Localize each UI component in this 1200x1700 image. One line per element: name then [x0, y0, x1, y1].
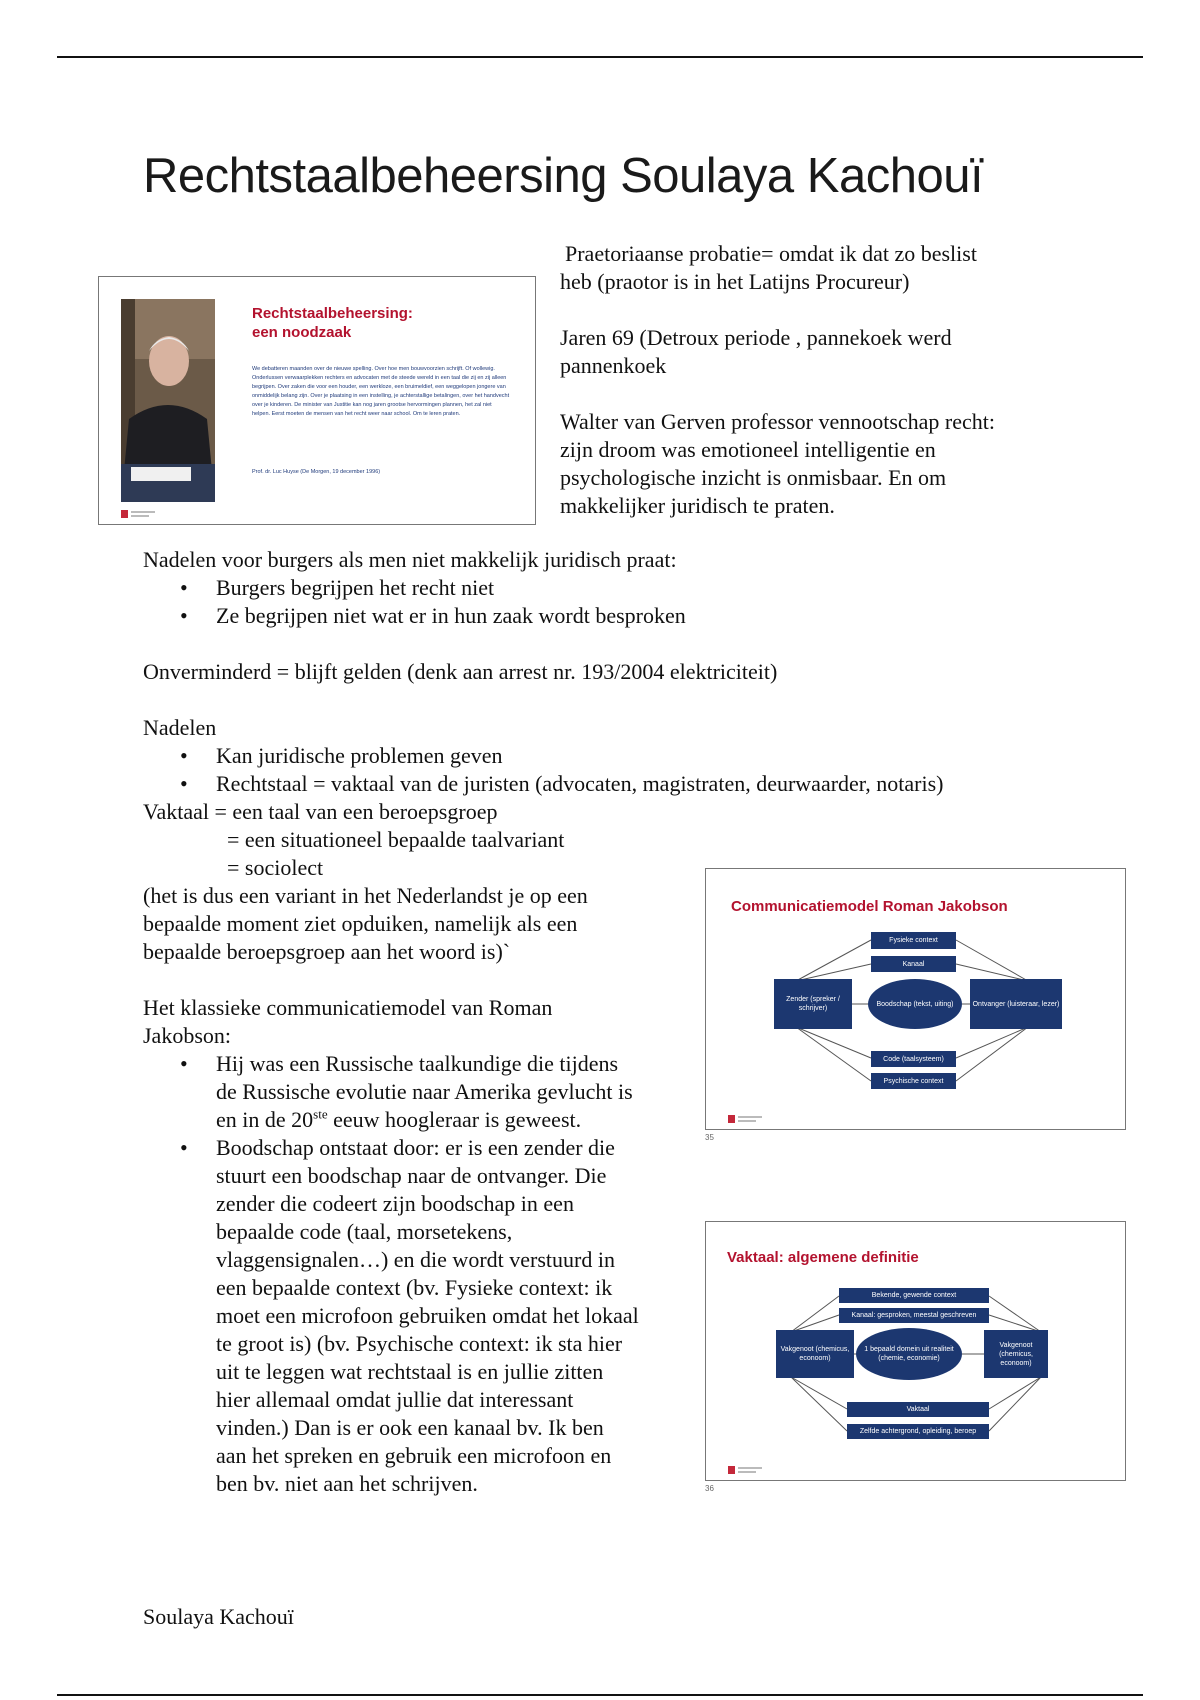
- intro-line-6: zijn droom was emotioneel intelligentie en: [560, 437, 936, 462]
- node-psychische-context: Psychische context: [871, 1073, 956, 1089]
- nadelen-burgers-list: [143, 574, 1043, 630]
- nadelen-burgers-heading: Nadelen voor burgers als men niet makkelijk juridisch praat:: [143, 547, 677, 572]
- node-domein: 1 bepaald domein uit realiteit (chemie, economie): [856, 1328, 962, 1380]
- slide-footer-logo: [121, 510, 157, 518]
- slide-title: Communicatiemodel Roman Jakobson: [731, 898, 1008, 915]
- node-vakgenoot-right: Vakgenoot (chemicus, econoom): [984, 1330, 1048, 1378]
- node-bekende-context: Bekende, gewende context: [839, 1288, 989, 1303]
- list-item: • Ze begrijpen niet wat er in hun zaak wordt besproken: [180, 603, 686, 628]
- list-item: • Hij was een Russische taalkundige die tijdens de Russische evolutie naar Amerika gevlucht is en in de 20ste eeuw hoogleraar is geweest.: [180, 1051, 633, 1132]
- nadelen-list: [143, 742, 1043, 798]
- portrait-photo: [121, 299, 215, 502]
- slide-vaktaal-definitie: [705, 1221, 1126, 1481]
- vaktaal-para-2: bepaalde moment ziet opduiken, namelijk als een: [143, 911, 578, 936]
- vaktaal-para-3: bepaalde beroepsgroep aan het woord is)`: [143, 939, 511, 964]
- list-item: • Kan juridische problemen geven: [180, 743, 503, 768]
- node-code: Code (taalsysteem): [871, 1051, 956, 1067]
- footer-author: Soulaya Kachouï: [143, 1604, 294, 1629]
- slide-quote-author: Prof. dr. Luc Huyse (De Morgen, 19 december 1996): [252, 469, 381, 475]
- intro-line-4: pannenkoek: [560, 353, 667, 378]
- node-boodschap: Boodschap (tekst, uiting): [868, 979, 962, 1029]
- node-fysieke-context: Fysieke context: [871, 932, 956, 949]
- slide-title: Vaktaal: algemene definitie: [727, 1249, 919, 1266]
- list-item: • Boodschap ontstaat door: er is een zender die stuurt een boodschap naar de ontvanger. Die zender die codeert zijn boodschap in een bepaalde code (taal, morsetekens, vlaggensignalen…) en die wordt verstuurd in een bepaalde context (bv. Fysieke context: ik moet een microfoon gebruiken omdat het lokaal te groot is) (bv. Psychische context: ik sta hier uit te leggen wat rechtstaal is en jullie zitten hier allemaal omdat jullie dat interessant vinden.) Dan is er ook een kanaal bv. Ik ben aan het spreken en gebruik een microfoon en ben bv. niet aan het schrijven.: [180, 1135, 639, 1496]
- slide-title-1: Rechtstaalbeheersing:: [252, 305, 413, 322]
- bottom-rule: [57, 1694, 1143, 1696]
- intro-line-3: Jaren 69 (Detroux periode , pannekoek werd: [560, 325, 952, 350]
- slide-title-2: een noodzaak: [252, 324, 352, 341]
- slide-footer-logo: [728, 1115, 764, 1123]
- node-vaktaal: Vaktaal: [847, 1402, 989, 1417]
- slide-footer-logo: [728, 1466, 764, 1474]
- model-heading-1: Het klassieke communicatiemodel van Roman: [143, 995, 553, 1020]
- page-title: Rechtstaalbeheersing Soulaya Kachouï: [143, 149, 984, 203]
- intro-line-7: psychologische inzicht is onmisbaar. En om: [560, 465, 947, 490]
- slide-rechtstaalbeheersing: [98, 276, 536, 525]
- onverminderd-line: Onverminderd = blijft gelden (denk aan arrest nr. 193/2004 elektriciteit): [143, 659, 778, 684]
- slide-communicatiemodel: [705, 868, 1126, 1130]
- list-item: • Burgers begrijpen het recht niet: [180, 575, 495, 600]
- node-vakgenoot-left: Vakgenoot (chemicus, econoom): [776, 1330, 854, 1378]
- slide-quote: We debatteren maanden over de nieuwe spelling. Over hoe men bouwvoorzien schrijft. Of wollewig. Onderlussen verwaarplekken rechters en advocaten met de steede wereld in een taal die zij en zij alleen begrijpen. Over zaken die voor een houder, een werkloze, een bruimeldief, een weggelopen jongere van onmiddelijk belang zijn. Over je plaatsing in een instelling, je achterstallige betalingen, over het handvecht over je kinderen. De minister van Justitie kan nog jaren grootse hervormingen plannen, het zal niet helpen. Eerst moeten de mensen van het recht weer naar school. Om te leren praten.: [252, 366, 510, 417]
- node-kanaal: Kanaal: gesproken, meestal geschreven: [839, 1308, 989, 1323]
- intro-line-5: Walter van Gerven professor vennootschap recht:: [560, 409, 996, 434]
- vaktaal-line-2: = een situationeel bepaalde taalvariant: [227, 827, 565, 852]
- top-rule: [57, 56, 1143, 58]
- intro-line-8: makkelijker juridisch te praten.: [560, 493, 835, 518]
- intro-line-2: heb (praotor is in het Latijns Procureur): [560, 269, 910, 294]
- model-heading-2: Jakobson:: [143, 1023, 231, 1048]
- node-zender: Zender (spreker / schrijver): [774, 979, 852, 1029]
- nadelen-heading: Nadelen: [143, 715, 217, 740]
- node-achtergrond: Zelfde achtergrond, opleiding, beroep: [847, 1424, 989, 1439]
- slide-page-number: 36: [705, 1484, 714, 1493]
- vaktaal-para-1: (het is dus een variant in het Nederlandst je op een: [143, 883, 588, 908]
- node-ontvanger: Ontvanger (luisteraar, lezer): [970, 979, 1062, 1029]
- node-kanaal: Kanaal: [871, 956, 956, 972]
- vaktaal-line-3: = sociolect: [227, 855, 324, 880]
- list-item: • Rechtstaal = vaktaal van de juristen (advocaten, magistraten, deurwaarder, notaris): [180, 771, 944, 796]
- intro-line-1: Praetoriaanse probatie= omdat ik dat zo beslist: [565, 241, 977, 266]
- vaktaal-line-1: Vaktaal = een taal van een beroepsgroep: [143, 799, 498, 824]
- slide-page-number: 35: [705, 1133, 714, 1142]
